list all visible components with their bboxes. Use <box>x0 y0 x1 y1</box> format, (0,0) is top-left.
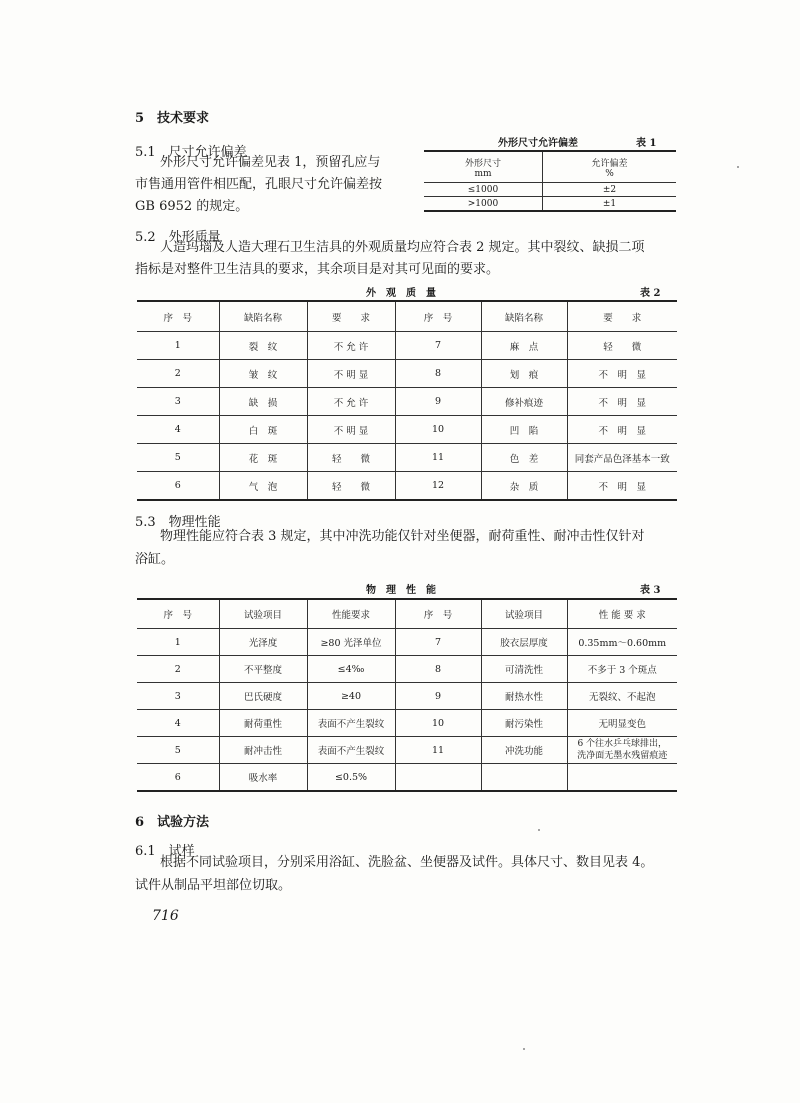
table-2-caption: 外 观 质 量 <box>366 288 436 299</box>
table-1-caption: 外形尺寸允许偏差 <box>498 138 578 149</box>
table-cell: 8 <box>395 656 481 683</box>
table-cell: 10 <box>395 416 481 444</box>
section-5-2-heading: 5.2 外形质量 <box>135 230 221 245</box>
column-header: 序 号 <box>395 599 481 629</box>
table-cell: 11 <box>395 737 481 764</box>
table-cell: ≥40 <box>307 683 395 710</box>
column-header: 试验项目 <box>481 599 567 629</box>
table-cell: 4 <box>137 710 219 737</box>
column-header: 序 号 <box>137 301 219 332</box>
table-cell: 花 斑 <box>219 444 307 472</box>
table-1-header-tol-line2: % <box>605 168 614 179</box>
table-cell: ≤0.5% <box>307 764 395 792</box>
table-1-header-size-line2: mm <box>474 168 492 179</box>
column-header: 序 号 <box>395 301 481 332</box>
table-3 <box>137 598 677 792</box>
table-row <box>137 683 677 710</box>
table-cell: 杂 质 <box>481 472 567 501</box>
table-cell: 巴氏硬度 <box>219 683 307 710</box>
table-cell: 2 <box>137 656 219 683</box>
section-6-1-line-2: 试件从制品平坦部位切取。 <box>135 878 292 893</box>
table-cell: 7 <box>395 332 481 360</box>
section-5-1-line-1: 外形尺寸允许偏差见表 1，预留孔应与 <box>160 155 381 170</box>
table-cell: 划 痕 <box>481 360 567 388</box>
table-cell: 吸水率 <box>219 764 307 792</box>
table-cell: 不 允 许 <box>307 388 395 416</box>
table-1-header-tolerance <box>543 151 677 183</box>
table-cell: 气 泡 <box>219 472 307 501</box>
table-cell: 5 <box>137 737 219 764</box>
table-row <box>137 360 677 388</box>
table-cell: 色 差 <box>481 444 567 472</box>
table-cell: 2 <box>137 360 219 388</box>
table-cell: 无明显变色 <box>567 710 677 737</box>
table-cell: 8 <box>395 360 481 388</box>
table-row <box>137 656 677 683</box>
table-cell: 3 <box>137 388 219 416</box>
table-cell: 不 明 显 <box>567 360 677 388</box>
table-cell: 裂 纹 <box>219 332 307 360</box>
section-5-2-line-1: 人造玛瑙及人造大理石卫生洁具的外观质量均应符合表 2 规定。其中裂纹、缺损二项 <box>160 240 645 255</box>
scan-speck <box>538 829 540 831</box>
section-5-1-heading: 5.1 尺寸允许偏差 <box>135 145 247 160</box>
table-cell: 可清洗性 <box>481 656 567 683</box>
table-3-caption: 物 理 性 能 <box>366 585 436 596</box>
section-5-3-heading: 5.3 物理性能 <box>135 515 221 530</box>
table-cell: 6 <box>137 472 219 501</box>
table-cell: 7 <box>395 629 481 656</box>
table-cell: 不 明 显 <box>307 416 395 444</box>
table-2 <box>137 300 677 501</box>
table-cell: 麻 点 <box>481 332 567 360</box>
cell-line: 洗净面无墨水残留痕迹 <box>577 751 668 761</box>
table-cell: ±2 <box>543 183 677 197</box>
column-header: 性能要求 <box>307 599 395 629</box>
table-row <box>137 764 677 792</box>
table-1-header-tol-line1: 允许偏差 <box>591 158 628 169</box>
table-cell: 不平整度 <box>219 656 307 683</box>
table-cell <box>395 764 481 792</box>
table-cell: 12 <box>395 472 481 501</box>
table-cell: 不多于 3 个斑点 <box>567 656 677 683</box>
table-cell: ≤4‰ <box>307 656 395 683</box>
table-cell: 耐污染性 <box>481 710 567 737</box>
column-header: 序 号 <box>137 599 219 629</box>
table-cell: >1000 <box>424 197 543 212</box>
table-row <box>137 388 677 416</box>
table-cell-multiline <box>567 737 677 764</box>
table-cell: ≥80 光泽单位 <box>307 629 395 656</box>
table-cell: 不 明 显 <box>567 416 677 444</box>
section-5-heading: 5 技术要求 <box>135 111 210 126</box>
table-1-header-size-line1: 外形尺寸 <box>464 158 501 169</box>
table-cell: 11 <box>395 444 481 472</box>
table-cell: 凹 陷 <box>481 416 567 444</box>
column-header: 要 求 <box>567 301 677 332</box>
table-cell: 缺 损 <box>219 388 307 416</box>
table-cell: 1 <box>137 332 219 360</box>
table-row <box>137 737 677 764</box>
table-cell: 表面不产生裂纹 <box>307 710 395 737</box>
table-cell: 不 明 显 <box>307 360 395 388</box>
table-cell <box>567 764 677 792</box>
table-cell: 不 允 许 <box>307 332 395 360</box>
table-row <box>424 197 676 212</box>
table-1-header-size <box>424 151 543 183</box>
table-cell: 轻 微 <box>567 332 677 360</box>
column-header: 缺陷名称 <box>219 301 307 332</box>
column-header: 试验项目 <box>219 599 307 629</box>
cell-line: 6 个往水乒乓球排出， <box>577 739 668 749</box>
table-cell: 1 <box>137 629 219 656</box>
table-cell: 耐冲击性 <box>219 737 307 764</box>
page-number: 716 <box>152 908 179 924</box>
section-5-3-line-2: 浴缸。 <box>135 552 175 567</box>
table-row <box>137 332 677 360</box>
table-3-number: 表 3 <box>640 585 661 596</box>
table-cell: 冲洗功能 <box>481 737 567 764</box>
table-cell <box>481 764 567 792</box>
section-6-1-heading: 6.1 试样 <box>135 844 195 859</box>
table-cell: 不 明 显 <box>567 388 677 416</box>
table-row <box>137 710 677 737</box>
section-6-heading: 6 试验方法 <box>135 815 210 830</box>
section-5-1-line-2: 市售通用管件相匹配，孔眼尺寸允许偏差按 <box>135 177 383 192</box>
table-cell: 皱 纹 <box>219 360 307 388</box>
section-5-1-line-3: GB 6952 的规定。 <box>135 199 249 214</box>
scan-speck <box>523 1048 525 1050</box>
table-cell: 耐荷重性 <box>219 710 307 737</box>
table-cell: ≤1000 <box>424 183 543 197</box>
table-cell: 白 斑 <box>219 416 307 444</box>
table-cell: 同套产品色泽基本一致 <box>567 444 677 472</box>
column-header: 要 求 <box>307 301 395 332</box>
table-row <box>137 416 677 444</box>
table-cell: 4 <box>137 416 219 444</box>
table-cell: 修补痕迹 <box>481 388 567 416</box>
table-cell: 0.35mm～0.60mm <box>567 629 677 656</box>
table-cell: 轻 微 <box>307 444 395 472</box>
table-cell: 6 <box>137 764 219 792</box>
table-1 <box>424 150 676 212</box>
table-cell: 9 <box>395 683 481 710</box>
table-cell: 耐热水性 <box>481 683 567 710</box>
section-6-1-line-1: 根据不同试验项目，分别采用浴缸、洗脸盆、坐便器及试件。具体尺寸、数目见表 4。 <box>160 855 654 870</box>
table-cell: 不 明 显 <box>567 472 677 501</box>
table-cell: 10 <box>395 710 481 737</box>
table-2-number: 表 2 <box>640 288 661 299</box>
table-row <box>137 629 677 656</box>
table-cell: 胶衣层厚度 <box>481 629 567 656</box>
table-cell: 表面不产生裂纹 <box>307 737 395 764</box>
table-cell: 5 <box>137 444 219 472</box>
section-5-2-line-2: 指标是对整件卫生洁具的要求，其余项目是对其可见面的要求。 <box>135 262 500 277</box>
table-cell: 光泽度 <box>219 629 307 656</box>
table-cell: 3 <box>137 683 219 710</box>
table-header-row <box>137 301 677 332</box>
table-row <box>137 472 677 501</box>
table-cell: 轻 微 <box>307 472 395 501</box>
table-row <box>137 444 677 472</box>
table-cell: 无裂纹、不起泡 <box>567 683 677 710</box>
section-5-3-line-1: 物理性能应符合表 3 规定，其中冲洗功能仅针对坐便器，耐荷重性、耐冲击性仅针对 <box>160 529 645 544</box>
column-header: 性 能 要 求 <box>567 599 677 629</box>
table-1-number: 表 1 <box>636 138 657 149</box>
table-header-row <box>137 599 677 629</box>
column-header: 缺陷名称 <box>481 301 567 332</box>
table-row <box>424 183 676 197</box>
table-cell: 9 <box>395 388 481 416</box>
table-cell: ±1 <box>543 197 677 212</box>
scan-speck <box>737 166 739 168</box>
